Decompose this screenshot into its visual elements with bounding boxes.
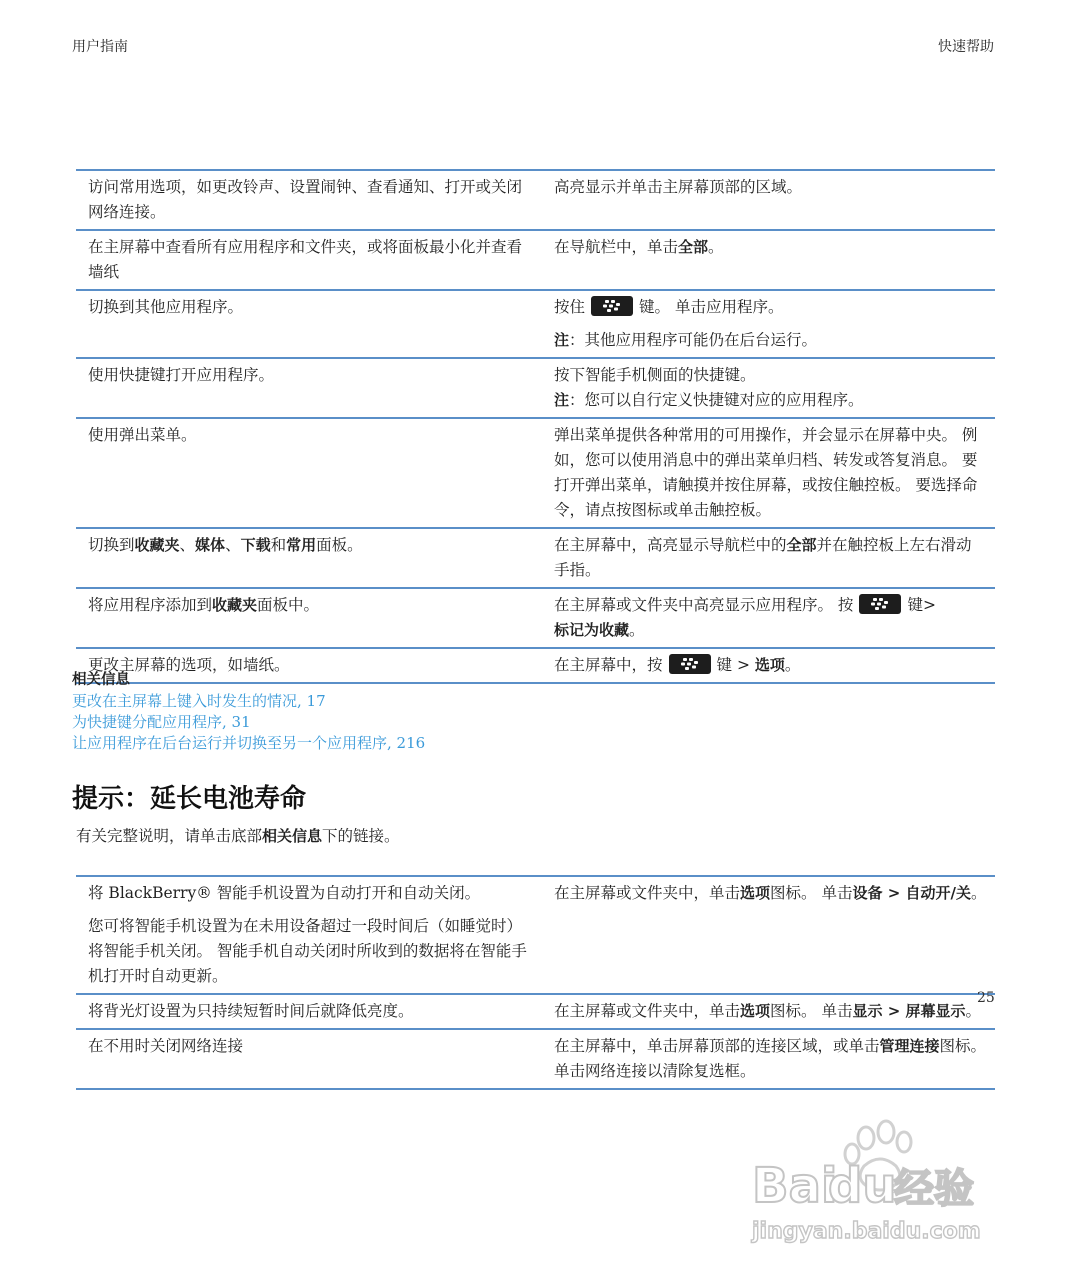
task-cell: 更改主屏幕的选项，如墙纸。 (76, 648, 544, 683)
page-number: 25 (977, 990, 995, 1006)
action-cell: 在主屏幕或文件夹中，单击选项图标。 单击显示 > 屏幕显示。 (544, 994, 995, 1029)
related-link[interactable]: 更改在主屏幕上键入时发生的情况, 17 (72, 692, 326, 710)
action-cell: 在主屏幕中，按 键 > 选项。 (544, 648, 995, 683)
table-row (76, 170, 995, 230)
header-section-title: 快速帮助 (938, 39, 994, 55)
table-row (76, 358, 995, 418)
table-row (76, 1029, 995, 1089)
task-cell: 使用快捷键打开应用程序。 (76, 358, 544, 418)
table-row (76, 994, 995, 1029)
action-cell: 在主屏幕中，单击屏幕顶部的连接区域，或单击管理连接图标。 单击网络连接以清除复选框。 (544, 1029, 995, 1089)
svg-text:du: du (828, 1158, 897, 1214)
task-cell: 在主屏幕中查看所有应用程序和文件夹，或将面板最小化并查看墙纸 (76, 230, 544, 290)
task-cell: 在不用时关闭网络连接 (76, 1029, 544, 1089)
blackberry-menu-key-icon (859, 594, 901, 614)
table-row (76, 876, 995, 994)
shortcuts-table (76, 169, 995, 684)
battery-tips-table (76, 875, 995, 1090)
related-info-heading: 相关信息 (72, 672, 130, 688)
header-doc-title: 用户指南 (72, 39, 128, 55)
task-cell: 将背光灯设置为只持续短暂时间后就降低亮度。 (76, 994, 544, 1029)
action-cell: 高亮显示并单击主屏幕顶部的区域。 (544, 170, 995, 230)
task-cell: 切换到收藏夹、媒体、下载和常用面板。 (76, 528, 544, 588)
action-cell: 按住 键。 单击应用程序。 注：其他应用程序可能仍在后台运行。 (544, 290, 995, 358)
action-cell: 在导航栏中，单击全部。 (544, 230, 995, 290)
blackberry-menu-key-icon (591, 296, 633, 316)
task-cell: 将应用程序添加到收藏夹面板中。 (76, 588, 544, 648)
related-link[interactable]: 为快捷键分配应用程序, 31 (72, 713, 251, 731)
task-cell: 访问常用选项，如更改铃声、设置闹钟、查看通知、打开或关闭网络连接。 (76, 170, 544, 230)
section-intro: 有关完整说明，请单击底部相关信息下的链接。 (76, 827, 400, 845)
task-cell: 切换到其他应用程序。 (76, 290, 544, 358)
action-cell: 弹出菜单提供各种常用的可用操作，并会显示在屏幕中央。 例如，您可以使用消息中的弹出菜单归档、转发或答复消息。 要打开弹出菜单，请触摸并按住屏幕，或按住触控板。 要选择命令，请点按图标或单击触控板。 (544, 418, 995, 528)
svg-text:Bai: Bai (752, 1158, 838, 1214)
table-row (76, 528, 995, 588)
table-row (76, 588, 995, 648)
table-row (76, 230, 995, 290)
svg-text:经验: 经验 (894, 1166, 974, 1212)
action-cell: 在主屏幕或文件夹中，单击选项图标。 单击设备 > 自动开/关。 (544, 876, 995, 994)
blackberry-menu-key-icon (669, 654, 711, 674)
task-cell: 将 BlackBerry® 智能手机设置为自动打开和自动关闭。 您可将智能手机设置为在未用设备超过一段时间后（如睡觉时）将智能手机关闭。 智能手机自动关闭时所收到的数据将在智能手机打开时自动更新。 (76, 876, 544, 994)
baidu-watermark-logo (748, 1116, 1008, 1256)
table-row (76, 290, 995, 358)
related-link[interactable]: 让应用程序在后台运行并切换至另一个应用程序, 216 (72, 734, 426, 752)
table-row (76, 418, 995, 528)
action-cell: 在主屏幕中，高亮显示导航栏中的全部并在触控板上左右滑动手指。 (544, 528, 995, 588)
section-title: 提示：延长电池寿命 (72, 784, 307, 814)
related-info (72, 670, 425, 754)
svg-text:jingyan.baidu.com: jingyan.baidu.com (752, 1219, 981, 1244)
action-cell: 在主屏幕或文件夹中高亮显示应用程序。 按 键> 标记为收藏。 (544, 588, 995, 648)
action-cell: 按下智能手机侧面的快捷键。 注：您可以自行定义快捷键对应的应用程序。 (544, 358, 995, 418)
task-cell: 使用弹出菜单。 (76, 418, 544, 528)
